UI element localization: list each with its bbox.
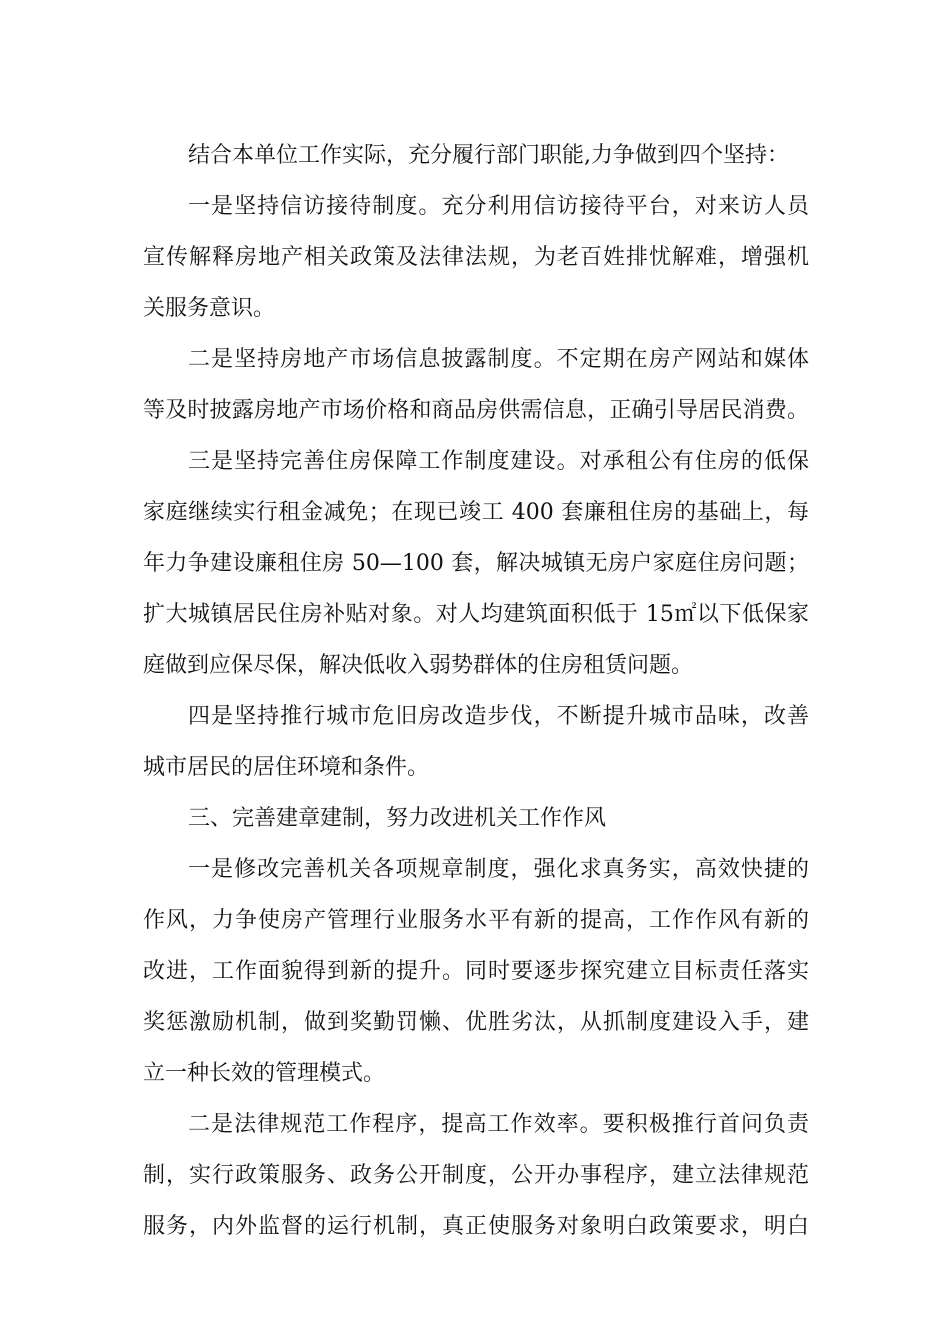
text-line: 家庭继续实行租金减免；在现已竣工 400 套廉租住房的基础上，每	[143, 500, 809, 525]
text-line: 宣传解释房地产相关政策及法律法规，为老百姓排忧解难，增强机	[143, 245, 809, 270]
text-line: 三、完善建章建制，努力改进机关工作作风	[188, 806, 607, 831]
text-line: 制，实行政策服务、政务公开制度，公开办事程序，建立法律规范	[143, 1163, 809, 1188]
text-line: 庭做到应保尽保，解决低收入弱势群体的住房租赁问题。	[143, 653, 694, 678]
text-line: 作风，力争使房产管理行业服务水平有新的提高，工作作风有新的	[143, 908, 809, 933]
text-line: 奖惩激励机制，做到奖勤罚懒、优胜劣汰，从抓制度建设入手，建	[143, 1010, 809, 1035]
text-line: 立一种长效的管理模式。	[143, 1061, 386, 1086]
document-body	[143, 130, 809, 1252]
text-line: 服务，内外监督的运行机制，真正使服务对象明白政策要求，明白	[143, 1214, 809, 1239]
text-line: 城市居民的居住环境和条件。	[143, 755, 430, 780]
text-line: 一是坚持信访接待制度。充分利用信访接待平台，对来访人员	[188, 194, 809, 219]
text-line: 一是修改完善机关各项规章制度，强化求真务实，高效快捷的	[188, 857, 809, 882]
text-line: 等及时披露房地产市场价格和商品房供需信息，正确引导居民消费。	[143, 398, 809, 423]
text-line: 结合本单位工作实际，充分履行部门职能,力争做到四个坚持：	[188, 143, 789, 168]
text-line: 二是法律规范工作程序，提高工作效率。要积极推行首问负责	[188, 1112, 809, 1137]
text-line: 二是坚持房地产市场信息披露制度。不定期在房产网站和媒体	[188, 347, 809, 372]
text-line: 改进，工作面貌得到新的提升。同时要逐步探究建立目标责任落实	[143, 959, 809, 984]
text-line: 年力争建设廉租住房 50—100 套，解决城镇无房户家庭住房问题；	[143, 551, 809, 576]
text-line: 扩大城镇居民住房补贴对象。对人均建筑面积低于 15㎡以下低保家	[143, 602, 809, 627]
text-line: 三是坚持完善住房保障工作制度建设。对承租公有住房的低保	[188, 449, 809, 474]
text-line: 四是坚持推行城市危旧房改造步伐，不断提升城市品味，改善	[188, 704, 809, 729]
text-line: 关服务意识。	[143, 296, 276, 321]
